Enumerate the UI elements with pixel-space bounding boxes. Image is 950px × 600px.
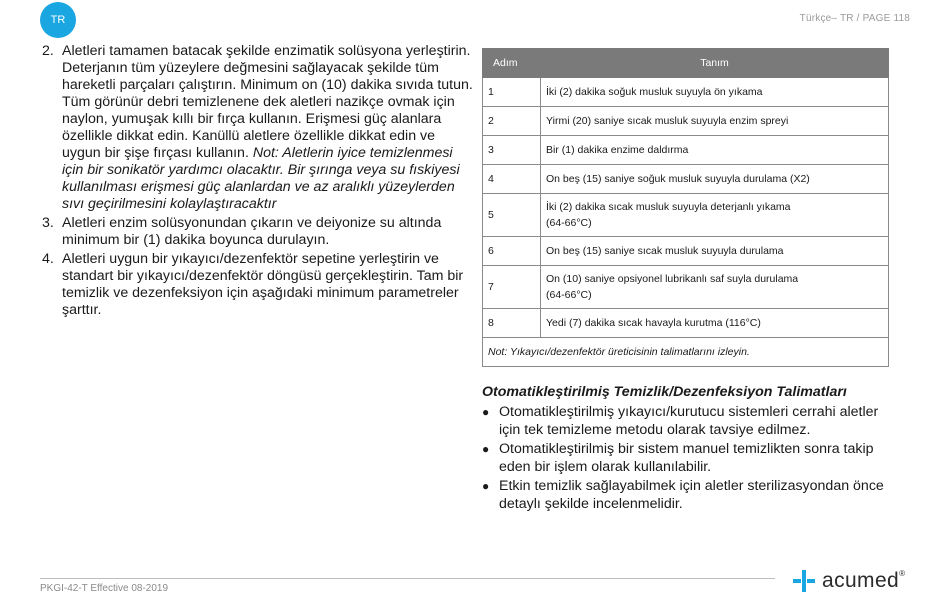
- list-item: [482, 404, 902, 439]
- step-item-3: [42, 215, 474, 249]
- table-row: [483, 266, 889, 309]
- column-header-description: Tanım: [541, 49, 889, 78]
- document-code: PKGI-42-T Effective 08-2019: [40, 583, 169, 594]
- step-cell: 2: [483, 107, 541, 136]
- table-row: [483, 194, 889, 237]
- registered-mark: ®: [899, 569, 906, 578]
- plus-icon: [793, 570, 815, 592]
- acumed-logo: [793, 566, 905, 596]
- bullet-icon: ●: [482, 479, 490, 493]
- step-cell: 3: [483, 136, 541, 165]
- step-text: Aletleri uygun bir yıkayıcı/dezenfektör sepetine yerleştirin ve standart bir yıkayıcı/dezenfektör döngüsü gerçekleştirin. Tam bir temizlik ve dezenfeksiyon için aşağıdaki minimum parametreler şarttır.: [62, 251, 464, 318]
- step-cell: 4: [483, 165, 541, 194]
- description-cell: On beş (15) saniye soğuk musluk suyuyla durulama (X2): [541, 165, 889, 194]
- step-item-4: [42, 251, 474, 319]
- washer-parameters-table: [482, 48, 889, 367]
- table-header-row: [483, 49, 889, 78]
- description-cell: [541, 266, 889, 309]
- bullet-icon: ●: [482, 442, 490, 456]
- description-temperature: (64-66°C): [546, 217, 592, 229]
- step-cell: 5: [483, 194, 541, 237]
- description-line: İki (2) dakika sıcak musluk suyuyla deterjanlı yıkama: [546, 201, 791, 213]
- step-number: 4.: [42, 251, 54, 267]
- bullet-icon: ●: [482, 405, 490, 419]
- language-badge: TR: [40, 2, 76, 38]
- list-item: [482, 478, 902, 513]
- cleaning-steps-list: [42, 43, 474, 321]
- list-item-text: Otomatikleştirilmiş bir sistem manuel temizlikten sonra takip eden bir işlem olarak kullanılabilir.: [499, 441, 874, 475]
- page-reference: Türkçe– TR / PAGE 118: [799, 13, 910, 24]
- step-cell: 6: [483, 237, 541, 266]
- table-row: [483, 136, 889, 165]
- list-item-text: Otomatikleştirilmiş yıkayıcı/kurutucu sistemleri cerrahi aletler için tek temizleme metodu olarak tavsiye edilmez.: [499, 404, 879, 438]
- footer-divider: [40, 578, 775, 579]
- automated-cleaning-list: [482, 404, 902, 515]
- step-number: 3.: [42, 215, 54, 231]
- description-cell: Bir (1) dakika enzime daldırma: [541, 136, 889, 165]
- step-cell: 7: [483, 266, 541, 309]
- section-title: Otomatikleştirilmiş Temizlik/Dezenfeksiyon Talimatları: [482, 384, 847, 400]
- column-header-step: Adım: [483, 49, 541, 78]
- description-line: On (10) saniye opsiyonel lubrikanlı saf suyla durulama: [546, 273, 799, 285]
- table-row: [483, 237, 889, 266]
- table-note: Not: Yıkayıcı/dezenfektör üreticisinin talimatlarını izleyin.: [483, 338, 889, 367]
- description-cell: Yirmi (20) saniye sıcak musluk suyuyla enzim spreyi: [541, 107, 889, 136]
- step-text: Aletleri enzim solüsyonundan çıkarın ve deiyonize su altında minimum bir (1) dakika boyunca durulayın.: [62, 215, 442, 248]
- description-cell: [541, 194, 889, 237]
- description-cell: On beş (15) saniye sıcak musluk suyuyla durulama: [541, 237, 889, 266]
- step-cell: 1: [483, 78, 541, 107]
- step-number: 2.: [42, 43, 54, 59]
- description-cell: İki (2) dakika soğuk musluk suyuyla ön yıkama: [541, 78, 889, 107]
- table-note-row: [483, 338, 889, 367]
- description-temperature: (64-66°C): [546, 289, 592, 301]
- table-row: [483, 309, 889, 338]
- description-cell: Yedi (7) dakika sıcak havayla kurutma (116°C): [541, 309, 889, 338]
- table-row: [483, 78, 889, 107]
- step-cell: 8: [483, 309, 541, 338]
- logo-text: acumed: [822, 569, 900, 592]
- list-item: [482, 441, 902, 476]
- table-row: [483, 165, 889, 194]
- table-row: [483, 107, 889, 136]
- step-item-2: [42, 43, 474, 213]
- list-item-text: Etkin temizlik sağlayabilmek için aletler sterilizasyondan önce detaylı şekilde incelenmelidir.: [499, 478, 884, 512]
- step-text: Aletleri tamamen batacak şekilde enzimatik solüsyona yerleştirin. Deterjanın tüm yüzeylere değmesini sağlayacak şekilde tüm hareketli parçaları çalıştırın. Minimum on (10) dakika sıvıda tutun. Tüm görünür debri temizlenene dek aletleri nazikçe ovmak için naylon, yumuşak kıllı bir fırça kullanın. Erişmesi güç alanlara özellikle dikkat edin. Kanüllü aletlere özellikle dikkat edin ve uygun bir şişe fırçası kullanın.: [62, 43, 473, 161]
- step-note: Not: Aletlerin iyice temizlenmesi için bir sonikatör yardımcı olacaktır. Bir şırınga veya su fıskiyesi kullanılması erişmesi güç alanlardan ve az aralıklı yüzeylerden sıvı geçirilmesini kolaylaştıracaktır: [62, 145, 460, 212]
